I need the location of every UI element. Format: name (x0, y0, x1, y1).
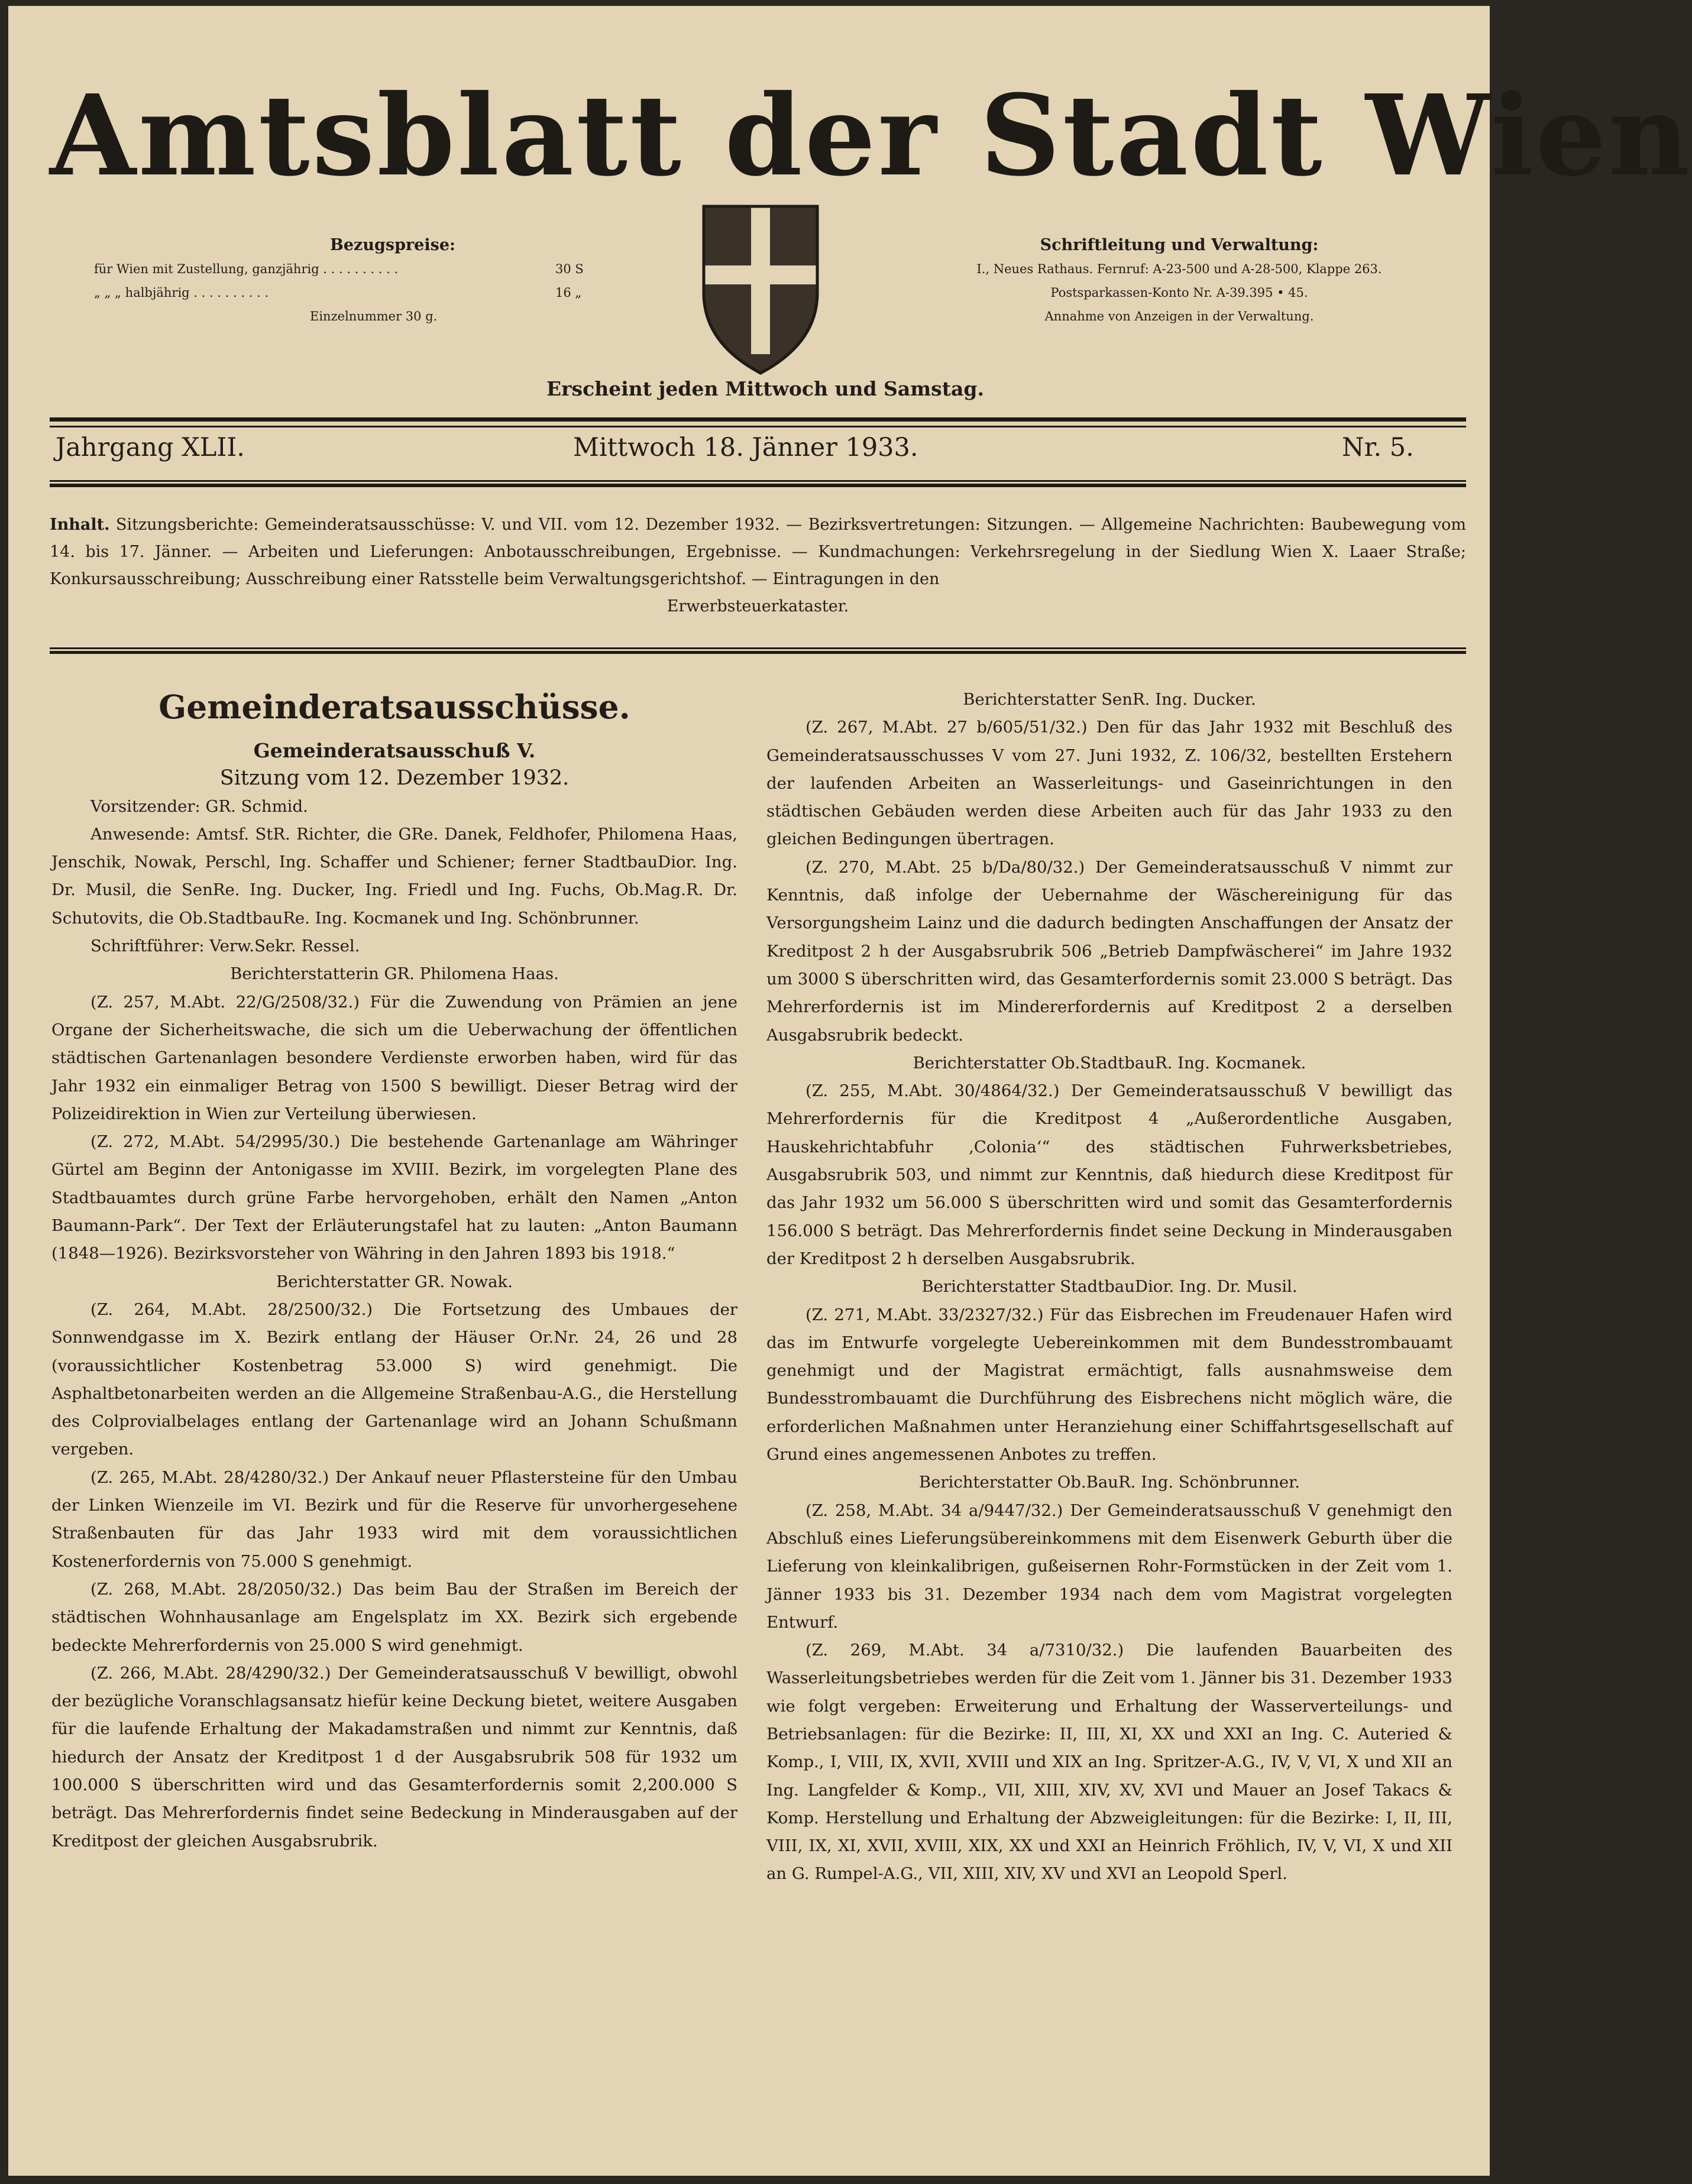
resolution-paragraph: (Z. 265, M.Abt. 28/4280/32.) Der Ankauf neuer Pflastersteine für den Umbau der Linken Wienzeile im VI. Bezirk und für die Reserve für unvorhergesehene Straßenbauten für das Jahr 1933 wird mit dem voraussichtlichen Kostenerfordernis von 75.000 S genehmigt. (51, 1467, 737, 1571)
chairman: Vorsitzender: GR. Schmid. (90, 796, 308, 816)
attendees: Anwesende: Amtsf. StR. Richter, die GRe. Danek, Feldhofer, Philomena Haas, Jenschik, Nowak, Perschl, Ing. Schaffer und Schiener; ferner StadtbauDior. Ing. Dr. Musil, die SenRe. Ing. Ducker, Ing. Friedl und Ing. Fuchs, Ob.Mag.R. Dr. Schutovits, die Ob.StadtbauRe. Ing. Kocmanek und Ing. Schönbrunner. (51, 824, 737, 928)
right-column (766, 686, 1452, 1888)
vienna-coat-of-arms-icon (701, 204, 820, 375)
postal-account: Postsparkassen-Konto Nr. A-39.395 • 45. (1050, 286, 1308, 300)
rapporteur-heading: Berichterstatterin GR. Philomena Haas. (230, 964, 559, 984)
table-of-contents (50, 511, 1466, 620)
subscription-row-value: 16 „ (555, 286, 582, 300)
resolution-paragraph: (Z. 257, M.Abt. 22/G/2508/32.) Für die Zuwendung von Prämien an jene Organe der Sicherheitswache, die sich um die Ueberwachung der öffentlichen städtischen Gartenanlagen besondere Verdienste erworben haben, wird für das Jahr 1932 ein einmaliger Betrag von 1500 S bewilligt. Dieser Betrag wird der Polizeidirektion in Wien zur Verteilung überwiesen. (51, 992, 737, 1123)
toc-last-line: Erwerbsteuerkataster. (667, 597, 849, 615)
single-issue-price: Einzelnummer 30 g. (310, 309, 438, 323)
resolution-paragraph: (Z. 266, M.Abt. 28/4290/32.) Der Gemeinderatsausschuß V bewilligt, obwohl der bezügliche Voranschlagsansatz hiefür keine Deckung bietet, weitere Ausgaben für die laufende Erhaltung der Makadamstraßen und nimmt zur Kenntnis, daß hiedurch der Ansatz der Kreditpost 1 d der Ausgabsrubrik 508 für 1932 um 100.000 S überschritten wird und das Gesamterfordernis somit 2,200.000 S beträgt. Das Mehrerfordernis findet seine Bedeckung in Minderausgaben auf der Kreditpost der gleichen Ausgabsrubrik. (51, 1663, 737, 1851)
resolution-paragraph: (Z. 255, M.Abt. 30/4864/32.) Der Gemeinderatsausschuß V bewilligt das Mehrerfordernis für die Kreditpost 4 „Außerordentliche Ausgaben, Hauskehrichtabfuhr ‚Colonia‘“ des städtischen Fuhrwerksbetriebes, Ausgabsrubrik 503, und nimmt zur Kenntnis, daß hiedurch diese Kreditpost für das Jahr 1932 um 56.000 S überschritten wird und somit das Gesamterfordernis 156.000 S beträgt. Das Mehrerfordernis findet seine Deckung in Minderausgaben der Kreditpost 2 h derselben Ausgabsrubrik. (766, 1081, 1452, 1268)
subscription-row-value: 30 S (555, 262, 584, 276)
rapporteur-heading: Berichterstatter Ob.BauR. Ing. Schönbrunner. (918, 1473, 1300, 1492)
committee-heading: Gemeinderatsausschuß V. (253, 739, 536, 762)
subscription-heading: Bezugspreise: (330, 236, 455, 254)
resolution-paragraph: (Z. 272, M.Abt. 54/2995/30.) Die bestehende Gartenanlage am Währinger Gürtel am Beginn der Antonigasse im XVIII. Bezirk, im vorgelegten Plane des Stadtbauamtes durch grüne Farbe hervorgehoben, erhält den Namen „Anton Baumann-Park“. Der Text der Erläuterungstafel hat zu lauten: „Anton Baumann (1848—1926). Bezirksvorsteher von Währing in den Jahren 1893 bis 1918.“ (51, 1132, 737, 1263)
subscription-row (50, 257, 641, 281)
rapporteur-heading: Berichterstatter GR. Nowak. (276, 1272, 513, 1291)
subscription-row-label: für Wien mit Zustellung, ganzjährig . . . . . . . . . . (94, 262, 399, 276)
resolution-paragraph: (Z. 268, M.Abt. 28/2050/32.) Das beim Bau der Straßen im Bereich der städtischen Wohnhausanlage am Engelsplatz im XX. Bezirk sich ergebende bedeckte Mehrerfordernis von 25.000 S wird genehmigt. (51, 1579, 737, 1655)
rapporteur-heading: Berichterstatter SenR. Ing. Ducker. (963, 690, 1256, 709)
secretary: Schriftführer: Verw.Sekr. Ressel. (90, 937, 360, 956)
left-column (51, 686, 737, 1855)
toc-label: Inhalt. (50, 516, 110, 534)
issue-rule-thin (50, 480, 1466, 482)
volume: Jahrgang XLII. (56, 433, 245, 462)
section-heading: Gemeinderatsausschüsse. (158, 688, 630, 726)
resolution-paragraph: (Z. 258, M.Abt. 34 a/9447/32.) Der Gemeinderatsausschuß V genehmigt den Abschluß eines Lieferungsübereinkommens mit dem Eisenwerk Geburth über die Lieferung von kleinkalibrigen, gußeisernen Rohr-Formstücken in der Zeit vom 1. Jänner 1933 bis 31. Dezember 1934 nach dem vom Magistrat vorgelegten Entwurf. (766, 1501, 1452, 1632)
issue-line (50, 433, 1466, 468)
toc-rule (50, 651, 1466, 654)
header-rule-top-thin (50, 426, 1466, 427)
toc-text: Sitzungsberichte: Gemeinderatsausschüsse: V. und VII. vom 12. Dezember 1932. — Bezirksvertretungen: Sitzungen. — Allgemeine Nachrichten: Baubewegung vom 14. bis 17. Jänner. — Arbeiten und Lieferungen: Anbotausschreibungen, Ergebnisse. — Kundmachungen: Verkehrsregelung in der Siedlung Wien X. Laaer Straße; Konkursausschreibung; Ausschreibung einer Ratsstelle beim Verwaltungsgerichtshof. — Eintragungen in den (50, 516, 1466, 588)
subscription-block (50, 234, 641, 328)
rapporteur-heading: Berichterstatter StadtbauDior. Ing. Dr. Musil. (921, 1277, 1298, 1297)
subscription-row (50, 281, 641, 304)
newspaper-page (8, 6, 1692, 2176)
issue-rule (50, 484, 1466, 487)
resolution-paragraph: (Z. 269, M.Abt. 34 a/7310/32.) Die laufenden Bauarbeiten des Wasserleitungsbetriebes werden für die Zeit vom 1. Jänner bis 31. Dezember 1933 wie folgt vergeben: Erweiterung und Erhaltung der Wasserverteilungs- und Betriebsanlagen: für die Bezirke: II, III, XI, XX und XXI an Ing. C. Auteried & Komp., I, VIII, IX, XVII, XVIII und XIX an Ing. Spritzer-A.G., IV, V, VI, X und XII an Ing. Langfelder & Komp., VII, XIII, XIV, XV, XVI und Mauer an Josef Takacs & Komp. Herstellung und Erhaltung der Abzweigleitungen: für die Bezirke: I, II, III, VIII, IX, XI, XVII, XVIII, XIX, XX und XXI an Heinrich Fröhlich, IV, V, VI, X und XII an G. Rumpel-A.G., VII, XIII, XIV, XV und XVI an Leopold Sperl. (766, 1641, 1452, 1884)
editorial-address: I., Neues Rathaus. Fernruf: A-23-500 und A-28-500, Klappe 263. (976, 262, 1382, 276)
resolution-paragraph: (Z. 270, M.Abt. 25 b/Da/80/32.) Der Gemeinderatsausschuß V nimmt zur Kenntnis, daß infolge der Uebernahme der Wäschereinigung für das Versorgungsheim Lainz und die dadurch bedingten Anschaffungen der Ansatz der Kreditpost 2 h der Ausgabsrubrik 506 „Betrieb Dampfwäscherei“ im Jahre 1932 um 3000 S überschritten wird, das Gesamterfordernis somit 23.000 S beträgt. Das Mehrerfordernis ist im Mindererfordernis auf Kreditpost 2 a derselben Ausgabsrubrik bedeckt. (766, 857, 1452, 1045)
resolution-paragraph: (Z. 264, M.Abt. 28/2500/32.) Die Fortsetzung des Umbaues der Sonnwendgasse im X. Bezirk entlang der Häuser Or.Nr. 24, 26 und 28 (voraussichtlicher Kostenbetrag 53.000 S) wird genehmigt. Die Asphaltbetonarbeiten werden an die Allgemeine Straßenbau-A.G., die Herstellung des Colprovialbelages entlang der Gartenanlage wird an Johann Schußmann vergeben. (51, 1300, 737, 1459)
toc-rule-thin (50, 647, 1466, 649)
resolution-paragraph: (Z. 271, M.Abt. 33/2327/32.) Für das Eisbrechen im Freudenauer Hafen wird das im Entwurfe vorgelegte Uebereinkommen mit dem Bundesstrombauamt genehmigt und der Magistrat ermächtigt, falls ausnahmsweise dem Bundesstrombauamt die Durchführung des Eisbrechens nicht möglich wäre, die erforderlichen Maßnahmen unter Heranziehung einer Schiffahrtsgesellschaft auf Grund eines angemessenen Anbotes zu treffen. (766, 1305, 1452, 1464)
issue-number: Nr. 5. (1342, 433, 1414, 462)
issue-date: Mittwoch 18. Jänner 1933. (573, 433, 918, 462)
subscription-row-label: „ „ „ halbjährig . . . . . . . . . . (94, 286, 269, 300)
header-rule-top (50, 417, 1466, 422)
ads-note: Annahme von Anzeigen in der Verwaltung. (1044, 309, 1314, 323)
publication-frequency: Erscheint jeden Mittwoch und Samstag. (546, 377, 984, 400)
rapporteur-heading: Berichterstatter Ob.StadtbauR. Ing. Kocmanek. (913, 1053, 1306, 1072)
resolution-paragraph: (Z. 267, M.Abt. 27 b/605/51/32.) Den für das Jahr 1932 mit Beschluß des Gemeinderatsausschusses V vom 27. Juni 1932, Z. 106/32, bestellten Erstehern der laufenden Arbeiten an Wasserleitungs- und Gaseinrichtungen in den städtischen Gebäuden werden diese Arbeiten auch für das Jahr 1933 zu den gleichen Bedingungen übertragen. (766, 718, 1452, 849)
masthead-title: Amtsblatt der Stadt Wien (50, 70, 1692, 201)
editorial-block (901, 234, 1457, 328)
session-heading: Sitzung vom 12. Dezember 1932. (219, 766, 570, 790)
editorial-heading: Schriftleitung und Verwaltung: (1040, 236, 1319, 254)
